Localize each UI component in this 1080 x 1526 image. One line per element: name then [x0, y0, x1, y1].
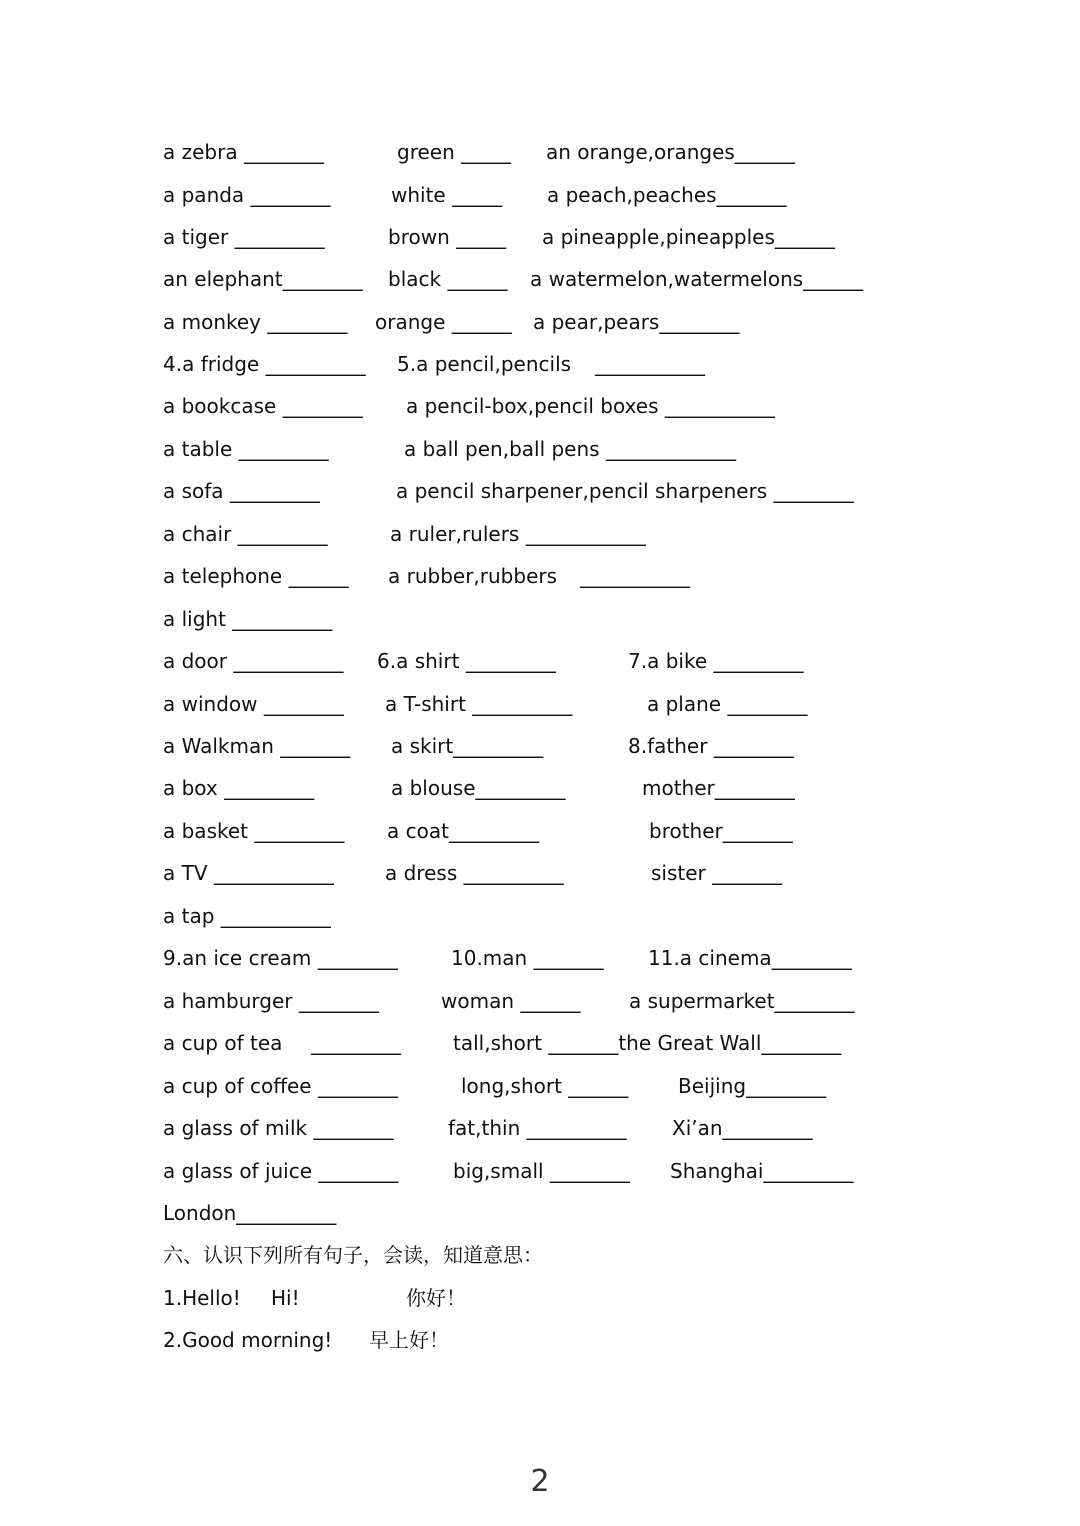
vocab-item: a tap ___________: [163, 904, 331, 928]
vocab-row: [163, 1113, 813, 1143]
vocab-item: London__________: [163, 1201, 337, 1225]
vocab-row: [163, 264, 864, 294]
vocab-item: a watermelon,watermelons______: [530, 267, 864, 291]
vocab-row: [163, 519, 646, 549]
vocab-row: [163, 434, 736, 464]
vocab-item: a TV ____________: [163, 861, 334, 885]
vocab-item: a pear,pears________: [533, 310, 740, 334]
vocab-row: [163, 307, 740, 337]
vocab-item: black ______: [388, 267, 508, 291]
vocab-item: a table _________: [163, 437, 329, 461]
vocab-item: 6.a shirt _________: [377, 649, 556, 673]
vocab-item: a cup of coffee ________: [163, 1074, 398, 1098]
vocab-item: a telephone ______: [163, 564, 349, 588]
vocab-item: a box _________: [163, 776, 315, 800]
vocab-row: [163, 349, 705, 379]
vocab-row: [163, 476, 854, 506]
vocab-item: an orange,oranges______: [546, 140, 795, 164]
vocab-item: a Walkman _______: [163, 734, 351, 758]
vocab-item: green _____: [397, 140, 512, 164]
vocab-item: a hamburger ________: [163, 989, 379, 1013]
vocab-item: brother_______: [649, 819, 793, 843]
sentence-translation: 早上好！: [369, 1328, 449, 1352]
vocab-item: a chair _________: [163, 522, 328, 546]
vocab-item: big,small ________: [453, 1159, 630, 1183]
vocab-item: Shanghai_________: [670, 1159, 854, 1183]
section-title: 六、认识下列所有句子，会读，知道意思：: [163, 1243, 543, 1267]
sentence-text: 2.Good morning!: [163, 1328, 333, 1352]
vocab-item: a supermarket________: [629, 989, 855, 1013]
vocab-item: a basket _________: [163, 819, 345, 843]
sentence-row: [163, 1325, 449, 1355]
sentence-translation: 你好！: [406, 1286, 466, 1310]
vocab-item: 11.a cinema________: [648, 946, 852, 970]
vocab-row: [163, 391, 775, 421]
vocab-item: a blouse_________: [391, 776, 566, 800]
vocab-item: Beijing________: [678, 1074, 827, 1098]
sentence-text: 1.Hello!: [163, 1286, 241, 1310]
vocab-item: a window ________: [163, 692, 344, 716]
vocab-item: ___________: [595, 352, 705, 376]
vocab-item: a pineapple,pineapples______: [542, 225, 835, 249]
vocab-item: white _____: [391, 183, 503, 207]
vocab-item: a tiger _________: [163, 225, 325, 249]
vocab-item: 4.a fridge __________: [163, 352, 366, 376]
vocab-item: a door ___________: [163, 649, 344, 673]
vocab-item: a pencil sharpener,pencil sharpeners ________: [396, 479, 854, 503]
vocab-item: 10.man _______: [451, 946, 604, 970]
vocab-item: 9.an ice cream ________: [163, 946, 398, 970]
vocab-row: [163, 137, 795, 167]
vocab-row: [163, 604, 333, 634]
vocab-row: [163, 646, 804, 676]
vocab-item: 8.father ________: [628, 734, 794, 758]
page-number: 2: [530, 1464, 550, 1499]
vocab-row: [163, 180, 787, 210]
vocab-row: [163, 1071, 827, 1101]
vocab-item: a bookcase ________: [163, 394, 363, 418]
vocab-item: a plane ________: [647, 692, 808, 716]
vocab-item: a glass of juice ________: [163, 1159, 399, 1183]
vocab-row: [163, 561, 690, 591]
vocab-row: [163, 773, 795, 803]
vocab-row: [163, 901, 331, 931]
vocab-item: _________: [311, 1031, 401, 1055]
vocab-item: mother________: [642, 776, 795, 800]
vocab-row: [163, 1028, 842, 1058]
vocab-row: [163, 1198, 337, 1228]
vocab-item: ___________: [580, 564, 690, 588]
vocab-row: [163, 816, 793, 846]
vocab-item: a zebra ________: [163, 140, 324, 164]
vocab-row: [163, 1156, 854, 1186]
vocab-item: fat,thin __________: [448, 1116, 627, 1140]
vocab-item: a T-shirt __________: [385, 692, 573, 716]
vocab-item: Xi’an_________: [672, 1116, 813, 1140]
vocab-item: a monkey ________: [163, 310, 348, 334]
vocab-item: a coat_________: [387, 819, 539, 843]
vocab-item: an elephant________: [163, 267, 363, 291]
vocab-item: a dress __________: [385, 861, 564, 885]
vocab-row: [163, 731, 794, 761]
vocab-item: tall,short _______the Great Wall________: [453, 1031, 842, 1055]
vocab-item: a skirt_________: [391, 734, 544, 758]
sentence-text: Hi!: [271, 1286, 300, 1310]
vocab-item: long,short ______: [461, 1074, 629, 1098]
vocab-item: a rubber,rubbers: [388, 564, 558, 588]
vocab-row: [163, 858, 783, 888]
vocab-item: a panda ________: [163, 183, 331, 207]
vocab-item: 7.a bike _________: [628, 649, 804, 673]
vocab-item: a ruler,rulers ____________: [390, 522, 646, 546]
vocab-item: a light __________: [163, 607, 333, 631]
vocab-item: orange ______: [375, 310, 512, 334]
vocab-item: a ball pen,ball pens _____________: [404, 437, 736, 461]
vocab-item: a sofa _________: [163, 479, 320, 503]
sentence-row: [163, 1283, 466, 1313]
vocab-row: [163, 943, 852, 973]
vocab-row: [163, 222, 835, 252]
vocab-item: a glass of milk ________: [163, 1116, 394, 1140]
vocab-item: a peach,peaches_______: [547, 183, 787, 207]
vocab-item: sister _______: [651, 861, 783, 885]
section-heading: [163, 1240, 543, 1270]
vocab-item: woman ______: [441, 989, 581, 1013]
vocab-item: brown _____: [388, 225, 507, 249]
vocab-item: a pencil-box,pencil boxes ___________: [406, 394, 775, 418]
vocab-item: 5.a pencil,pencils: [397, 352, 572, 376]
vocab-row: [163, 986, 855, 1016]
vocab-row: [163, 689, 808, 719]
vocab-item: a cup of tea: [163, 1031, 283, 1055]
